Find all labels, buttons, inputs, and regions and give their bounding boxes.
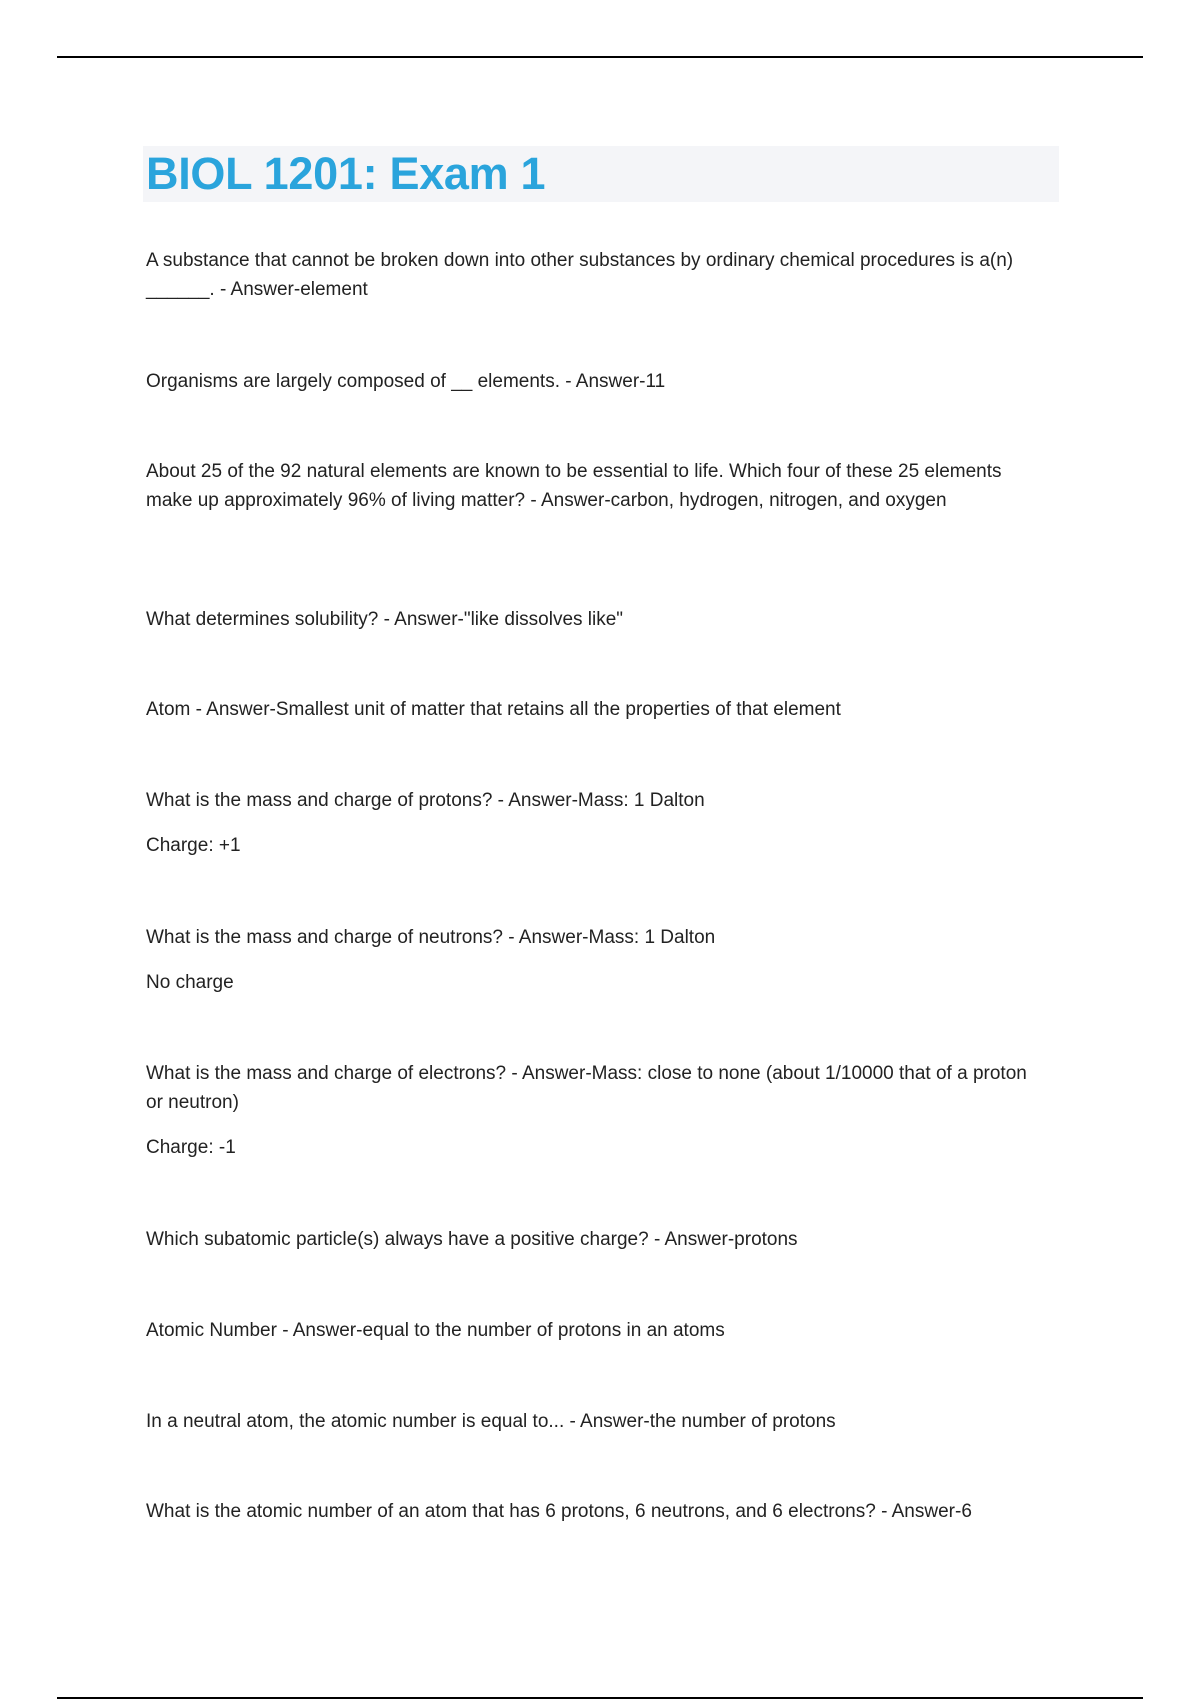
qa-text: Organisms are largely composed of __ elements. - Answer-11 [146, 371, 666, 392]
page-title: BIOL 1201: Exam 1 [146, 148, 546, 199]
qa-text: Atom - Answer-Smallest unit of matter that retains all the properties of that element [146, 699, 841, 720]
qa-item-9 [146, 1225, 1046, 1254]
qa-item-12 [146, 1497, 1046, 1526]
qa-item-5 [146, 695, 1046, 724]
qa-text: What is the atomic number of an atom that has 6 protons, 6 neutrons, and 6 electrons? - Answer-6 [146, 1501, 972, 1522]
qa-text: Atomic Number - Answer-equal to the number of protons in an atoms [146, 1320, 725, 1341]
qa-item-11 [146, 1407, 1046, 1436]
qa-text: What is the mass and charge of neutrons? - Answer-Mass: 1 Dalton [146, 927, 716, 948]
qa-item-2 [146, 367, 1046, 396]
qa-extra: No charge [146, 972, 234, 993]
qa-text: In a neutral atom, the atomic number is equal to... - Answer-the number of protons [146, 1411, 836, 1432]
qa-text: A substance that cannot be broken down into other substances by ordinary chemical procedures is a(n) ______. - Answer-element [146, 250, 1019, 300]
qa-item-10 [146, 1316, 1046, 1345]
qa-text: About 25 of the 92 natural elements are known to be essential to life. Which four of these 25 elements make up approximately 96% of living matter? - Answer-carbon, hydrogen, nitrogen, and oxygen [146, 461, 1007, 511]
qa-text: What determines solubility? - Answer-"like dissolves like" [146, 609, 624, 630]
qa-item-7 [146, 923, 1046, 997]
qa-item-1 [146, 246, 1046, 304]
qa-text: Which subatomic particle(s) always have a positive charge? - Answer-protons [146, 1229, 798, 1250]
qa-item-4 [146, 605, 1046, 634]
top-rule [57, 56, 1143, 58]
qa-item-8 [146, 1059, 1046, 1162]
qa-text: What is the mass and charge of electrons? - Answer-Mass: close to none (about 1/10000 that of a proton or neutron) [146, 1063, 1033, 1113]
qa-text: What is the mass and charge of protons? - Answer-Mass: 1 Dalton [146, 790, 705, 811]
bottom-rule [57, 1697, 1143, 1699]
qa-item-6 [146, 786, 1046, 860]
qa-extra: Charge: +1 [146, 835, 241, 856]
qa-extra: Charge: -1 [146, 1137, 236, 1158]
qa-item-3 [146, 457, 1046, 515]
